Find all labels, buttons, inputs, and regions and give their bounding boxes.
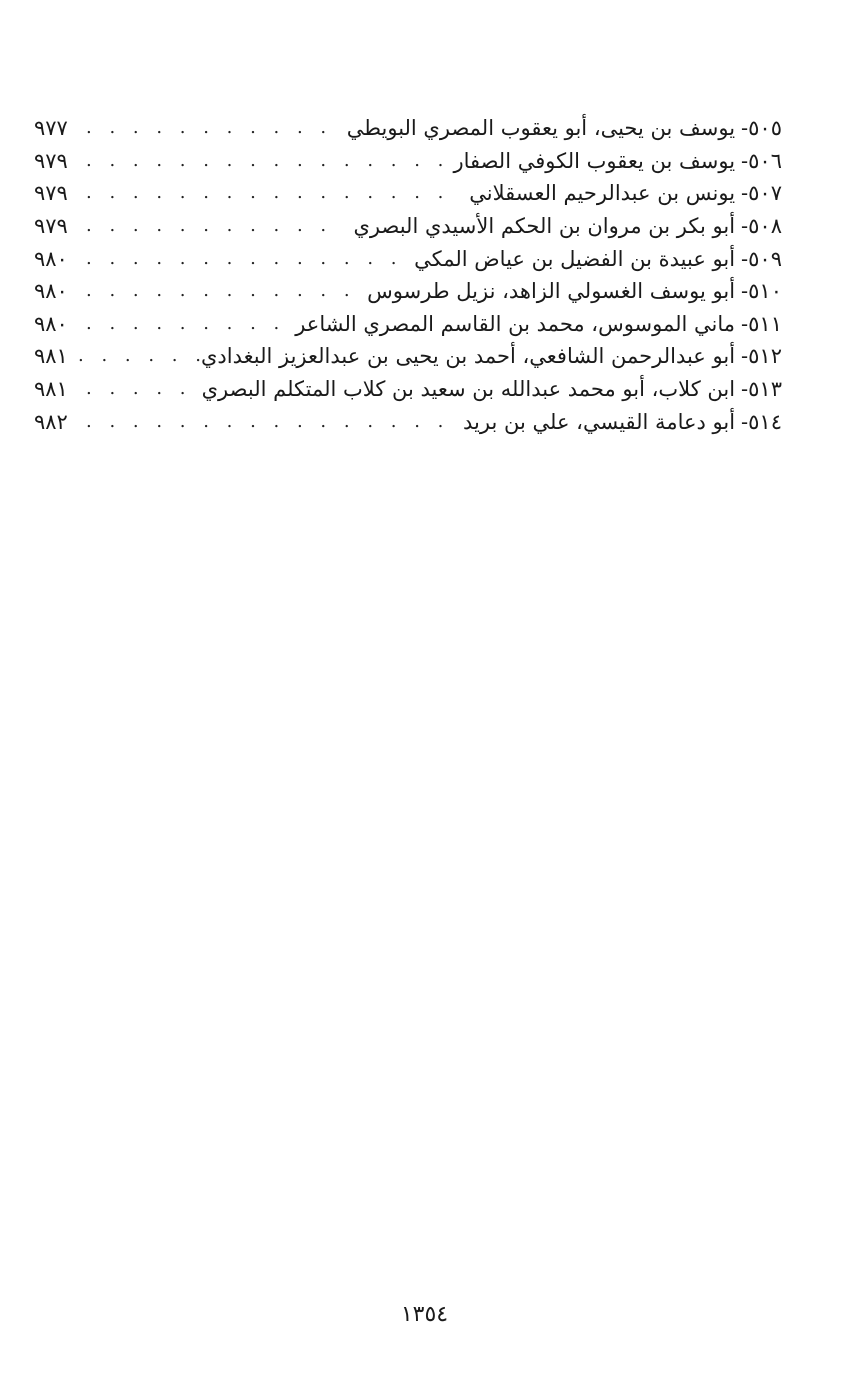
toc-entry	[34, 275, 782, 308]
entry-number: ٥١٢	[748, 344, 782, 369]
entry-title: ماني الموسوس، محمد بن القاسم المصري الشاعر	[295, 311, 736, 336]
toc-entry	[34, 242, 782, 275]
toc-entry	[34, 405, 782, 438]
entry-page-number: ٩٧٧	[34, 116, 68, 141]
entry-number: ٥١٠	[748, 279, 782, 304]
entry-page-number: ٩٨٢	[34, 409, 68, 434]
entry-dash: -	[741, 246, 749, 271]
entry-title: أبو دعامة القيسي، علي بن بريد	[463, 409, 736, 434]
entry-page-number: ٩٨٠	[34, 246, 68, 271]
entry-page-number: ٩٨٠	[34, 311, 68, 336]
entry-dash: -	[741, 344, 749, 369]
entry-title: أبو يوسف الغسولي الزاهد، نزيل طرسوس	[367, 279, 736, 304]
toc-entry	[34, 308, 782, 341]
dot-leader	[86, 112, 339, 144]
entry-number: ٥٠٩	[748, 246, 782, 271]
entry-title: يوسف بن يحيى، أبو يعقوب المصري البويطي	[346, 116, 736, 141]
entry-dash: -	[741, 279, 749, 304]
entry-dash: -	[741, 148, 749, 173]
entry-number: ٥٠٥	[748, 116, 782, 141]
toc-entry	[34, 340, 782, 373]
dot-leader	[86, 406, 455, 438]
entry-number: ٥١١	[748, 311, 782, 336]
entry-number: ٥٠٦	[748, 148, 782, 173]
entry-title: يوسف بن يعقوب الكوفي الصفار	[453, 148, 736, 173]
table-of-contents	[34, 112, 782, 438]
entry-dash: -	[741, 311, 749, 336]
entry-page-number: ٩٨١	[34, 344, 68, 369]
dot-leader	[86, 308, 287, 340]
entry-number: ٥٠٧	[748, 181, 782, 206]
entry-number: ٥١٣	[748, 377, 782, 402]
dot-leader	[86, 210, 345, 242]
entry-page-number: ٩٧٩	[34, 148, 68, 173]
toc-entry	[34, 112, 782, 145]
toc-entry	[34, 145, 782, 178]
entry-dash: -	[741, 116, 749, 141]
dot-leader	[86, 275, 359, 307]
entry-title: أبو عبيدة بن الفضيل بن عياض المكي	[414, 246, 736, 271]
entry-number: ٥٠٨	[748, 214, 782, 239]
dot-leader	[78, 340, 201, 372]
toc-entry	[34, 373, 782, 406]
entry-title: يونس بن عبدالرحيم العسقلاني	[469, 181, 736, 206]
dot-leader	[86, 373, 194, 405]
entry-page-number: ٩٨١	[34, 377, 68, 402]
toc-entry	[34, 210, 782, 243]
entry-dash: -	[741, 377, 749, 402]
entry-page-number: ٩٨٠	[34, 279, 68, 304]
entry-number: ٥١٤	[748, 409, 782, 434]
entry-title: أبو عبدالرحمن الشافعي، أحمد بن يحيى بن عبدالعزيز البغدادي	[200, 344, 736, 369]
entry-page-number: ٩٧٩	[34, 214, 68, 239]
entry-page-number: ٩٧٩	[34, 181, 68, 206]
dot-leader	[86, 145, 445, 177]
page-number: ١٣٥٤	[400, 1302, 449, 1327]
dot-leader	[86, 243, 406, 275]
dot-leader	[86, 177, 461, 209]
toc-entry	[34, 177, 782, 210]
entry-dash: -	[741, 409, 749, 434]
entry-title: ابن كلاب، أبو محمد عبدالله بن سعيد بن كلاب المتكلم البصري	[201, 377, 736, 402]
entry-dash: -	[741, 214, 749, 239]
entry-title: أبو بكر بن مروان بن الحكم الأسيدي البصري	[353, 214, 736, 239]
entry-dash: -	[741, 181, 749, 206]
